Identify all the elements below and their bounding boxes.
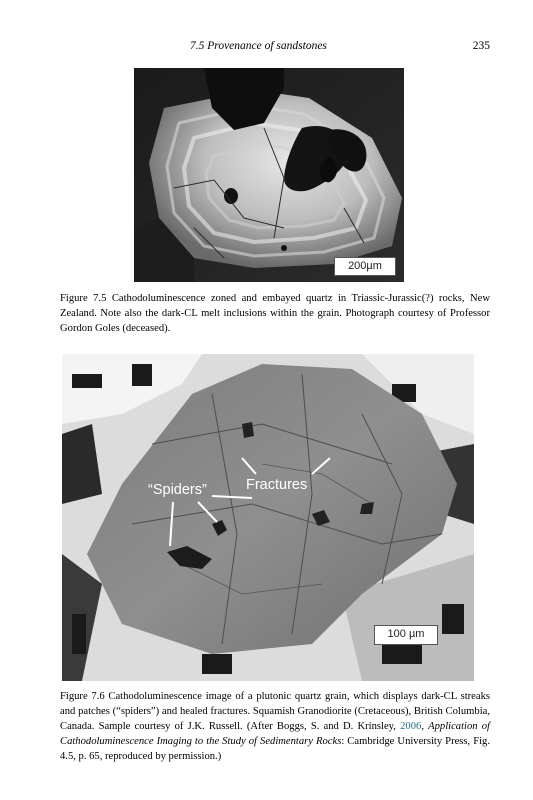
scale-bar-100um (374, 625, 438, 645)
label-spiders: “Spiders” (148, 482, 207, 498)
running-title: 7.5 Provenance of sandstones (190, 40, 327, 52)
page-number: 235 (472, 40, 490, 52)
figure-7-6-image (62, 354, 474, 681)
caption-separator: , (421, 721, 429, 732)
scale-label: 200µm (348, 260, 382, 272)
figure-7-5-image (134, 68, 404, 282)
cl-photo-zoned-quartz (134, 68, 404, 282)
citation-year-link[interactable]: 2006 (400, 721, 422, 732)
label-fractures: Fractures (246, 477, 308, 493)
running-header (60, 40, 490, 56)
scale-bar-200um (334, 257, 396, 276)
figure-7-6-caption (60, 689, 490, 764)
caption-text-end: : Cambridge University Press, Fig. 4.5, p. 65, reproduced by permission.) (60, 736, 491, 762)
book-title: Application of Cathodoluminescence Imaging to the Study of Sedimentary Rocks (60, 721, 490, 747)
scale-label: 100 µm (387, 628, 425, 640)
caption-text: Figure 7.6 Cathodoluminescence image of a plutonic quartz grain, which displays dark-CL streaks and patches (“spiders”) and healed fractures. Squamish Granodiorite (Cretaceous), British Columbia, Canada. Sample courtesy of J.K. Russell. (After Boggs, S. and D. Krinsley, (60, 691, 490, 732)
figure-7-5-caption: Figure 7.5 Cathodoluminescence zoned and embayed quartz in Triassic-Jurassic(?) rocks, New Zealand. Note also the dark-CL melt inclusions within the grain. Photograph courtesy of Professor Gordon Goles (deceased). (60, 293, 490, 334)
